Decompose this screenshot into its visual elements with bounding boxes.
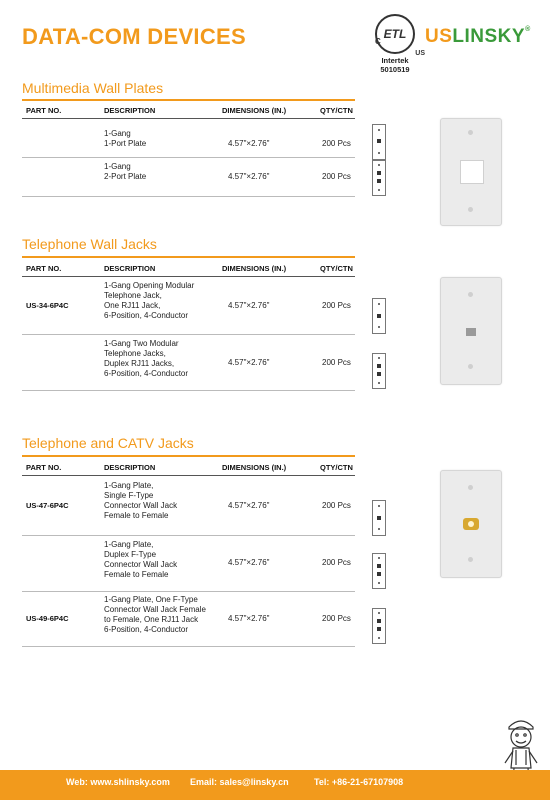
jack-thumbnail-icon [372,298,386,334]
col-dimensions: DIMENSIONS (IN.) [222,264,287,273]
catv-jack-plate-image [440,470,502,578]
footer-web-link[interactable]: Web: www.shlinsky.com [66,777,170,787]
section-title: Telephone Wall Jacks [22,236,157,252]
header-rule [22,276,355,277]
catv-jack-thumbnail-icon [372,608,386,644]
footer-email-link[interactable]: Email: sales@linsky.cn [190,777,289,787]
cert-label: Intertek 5010519 [380,56,410,74]
certification-mark [372,14,425,74]
catv-jack-thumbnail-icon [372,500,386,536]
part-number: US-47-6P4C [26,501,69,510]
col-description: DESCRIPTION [104,463,156,472]
row-dimensions: 4.57"×2.76" [228,139,270,148]
col-part-no: PART NO. [26,264,62,273]
row-description: 1-Gang 1-Port Plate [104,129,147,148]
col-qty: QTY/CTN [320,264,353,273]
row-rule [22,157,355,158]
col-qty: QTY/CTN [320,106,353,115]
header-rule [22,475,355,476]
footer-phone: Tel: +86-21-67107908 [314,777,404,787]
row-description: 1-Gang Opening Modular Telephone Jack, One RJ11 Jack, 6-Position, 4-Conductor [104,281,195,320]
col-part-no: PART NO. [26,463,62,472]
row-dimensions: 4.57"×2.76" [228,301,270,310]
telephone-wall-jack-image [440,277,502,385]
row-description: 1-Gang Two Modular Telephone Jacks, Duplex RJ11 Jacks, 6-Position, 4-Conductor [104,339,189,378]
row-dimensions: 4.57"×2.76" [228,172,270,181]
plate-thumbnail-icon [372,124,386,160]
row-qty: 200 Pcs [322,172,351,181]
row-dimensions: 4.57"×2.76" [228,358,270,367]
row-rule [22,196,355,197]
section-title: Multimedia Wall Plates [22,80,164,96]
row-dimensions: 4.57"×2.76" [228,558,270,567]
part-number: US-49-6P4C [26,614,69,623]
header-rule [22,118,355,119]
multimedia-wall-plate-image [440,118,502,226]
col-description: DESCRIPTION [104,264,156,273]
catv-jack-thumbnail-icon [372,553,386,589]
row-description: 1-Gang Plate, One F-Type Connector Wall Jack Female to Female, One RJ11 Jack 6-Position, 4-Conductor [104,595,206,634]
row-rule [22,591,355,592]
section-divider [22,455,355,457]
row-rule [22,334,355,335]
section-divider [22,256,355,258]
row-rule [22,390,355,391]
col-description: DESCRIPTION [104,106,156,115]
brand-logo: USLINSKY® [425,26,531,47]
section-title: Telephone and CATV Jacks [22,435,194,451]
col-qty: QTY/CTN [320,463,353,472]
jack-thumbnail-icon [372,353,386,389]
section-divider [22,99,355,101]
row-qty: 200 Pcs [322,358,351,367]
row-description: 1-Gang 2-Port Plate [104,162,147,181]
row-dimensions: 4.57"×2.76" [228,614,270,623]
row-qty: 200 Pcs [322,614,351,623]
row-rule [22,535,355,536]
row-qty: 200 Pcs [322,301,351,310]
plate-thumbnail-icon [372,160,386,196]
row-description: 1-Gang Plate, Duplex F-Type Connector Wall Jack Female to Female [104,540,178,579]
page-title: DATA-COM DEVICES [22,24,246,49]
row-dimensions: 4.57"×2.76" [228,501,270,510]
etl-logo-icon: C ETL US [375,14,415,54]
col-part-no: PART NO. [26,106,62,115]
row-qty: 200 Pcs [322,558,351,567]
part-number: US-34-6P4C [26,301,69,310]
row-description: 1-Gang Plate, Single F-Type Connector Wall Jack Female to Female [104,481,178,520]
row-qty: 200 Pcs [322,501,351,510]
col-dimensions: DIMENSIONS (IN.) [222,106,287,115]
row-qty: 200 Pcs [322,139,351,148]
col-dimensions: DIMENSIONS (IN.) [222,463,287,472]
row-rule [22,646,355,647]
